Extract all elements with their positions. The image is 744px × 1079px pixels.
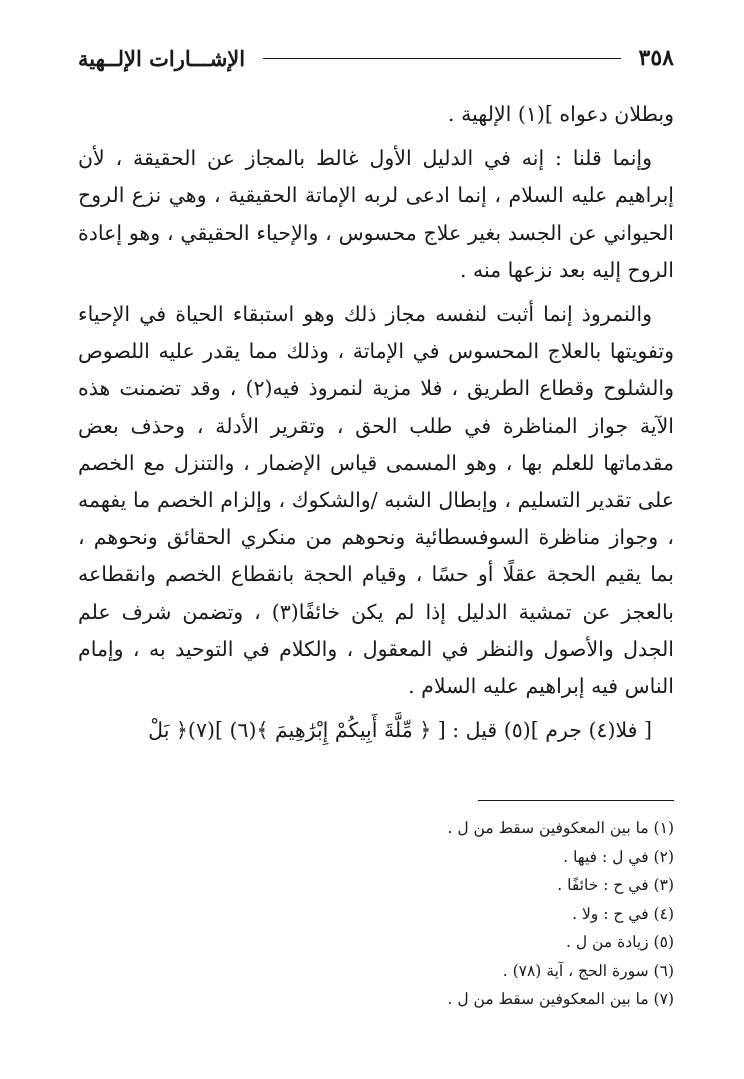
footnote-7: (٧) ما بين المعكوفين سقط من ل . xyxy=(447,990,674,1008)
footnote-6: (٦) سورة الحج ، آية (٧٨) . xyxy=(502,961,674,980)
footnote-5: (٥) زيادة من ل . xyxy=(566,933,674,951)
footnotes xyxy=(78,814,674,1014)
paragraph-1: وبطلان دعواه ](١) الإلهية . xyxy=(448,102,674,126)
footnote-separator xyxy=(478,800,674,801)
paragraph-4: [ فلا(٤) جرم ](٥) قيل : [ ﴿ مِّلَّةَ أَبِيكُمْ إِبْرَٰهِيمَ ﴾(٦) ](٧)﴿ بَلْ xyxy=(148,718,652,743)
paragraph-2: وإنما قلنا : إنه في الدليل الأول غالط بالمجاز عن الحقيقة ، لأن إبراهيم عليه السلام ، إنما ادعى لربه الإماتة الحقيقية ، وهي نزع الروح الحيواني عن الجسد بغير علاج محسوس ، والإحياء الحقيقي ، وهو إعادة الروح إليه بعد نزعها منه . xyxy=(78,146,674,282)
paragraph-3: والنمروذ إنما أثبت لنفسه مجاز ذلك وهو استبقاء الحياة في الإحياء وتفويتها بالعلاج المحسوس في الإماتة ، وذلك مما يقدر عليه اللصوص والشلوح وقطاع الطريق ، فلا مزية لنمروذ فيه(٢) ، وقد تضمنت هذه الآية جواز المناظرة في طلب الحق ، وتقرير الأدلة ، وحذف بعض مقدماتها للعلم بها ، وهو المسمى قياس الإضمار ، والتنزل مع الخصم على تقدير التسليم ، وإبطال الشبه /والشكوك ، وإلزام الخصم ما يفهمه ، وجواز مناظرة السوفسطائية ونحوهم من منكري الحقائق ونحوهم ، بما يقيم الحجة عقلًا أو حسًا ، وقيام الحجة بانقطاع الخصم وانقطاعه بالعجز عن تمشية الدليل إذا لم يكن خائفًا(٣) ، وتضمن شرف علم الجدل والأصول والنظر في المعقول ، والكلام في التوحيد به ، وإمام الناس فيه إبراهيم عليه السلام . xyxy=(78,302,675,699)
footnote-1: (١) ما بين المعكوفين سقط من ل . xyxy=(447,819,674,837)
page-number: ٣٥٨ xyxy=(638,45,674,71)
page-header xyxy=(78,38,674,78)
header-rule xyxy=(263,58,620,59)
footnote-3: (٣) في ح : خائفًا . xyxy=(557,876,674,894)
main-text xyxy=(78,96,674,749)
running-title: الإشـــارات الإلــهية xyxy=(78,45,246,71)
footnote-4: (٤) في ح : ولا . xyxy=(572,904,674,923)
footnote-2: (٢) في ل : فيها . xyxy=(563,847,674,866)
